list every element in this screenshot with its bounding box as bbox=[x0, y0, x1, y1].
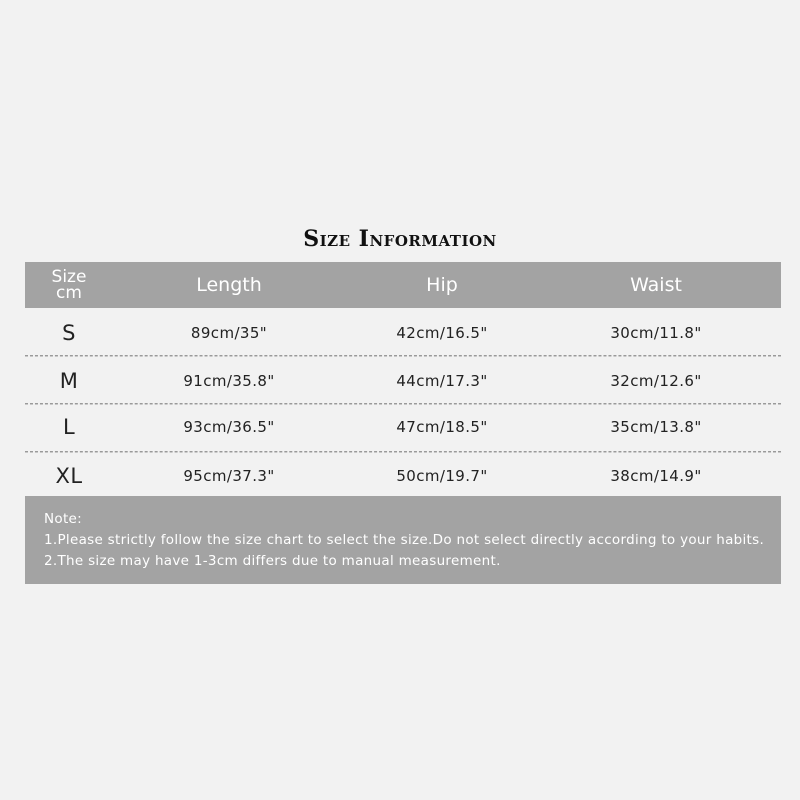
waist-column-header: Waist bbox=[630, 274, 682, 296]
table-row bbox=[25, 403, 781, 451]
hip-column-header: Hip bbox=[426, 274, 458, 296]
size-cell: S bbox=[62, 321, 76, 345]
hip-cell: 50cm/19.7" bbox=[396, 467, 488, 485]
note-line: 2.The size may have 1-3cm differs due to manual measurement. bbox=[44, 553, 501, 569]
waist-cell: 32cm/12.6" bbox=[610, 372, 702, 390]
size-cell: L bbox=[62, 415, 76, 439]
length-cell: 95cm/37.3" bbox=[183, 467, 275, 485]
size-header-label: Size bbox=[51, 267, 87, 287]
notes-box bbox=[25, 496, 781, 584]
hip-cell: 47cm/18.5" bbox=[396, 418, 488, 436]
size-cell: XL bbox=[55, 464, 83, 488]
waist-cell: 30cm/11.8" bbox=[610, 324, 702, 342]
length-cell: 89cm/35" bbox=[190, 324, 268, 342]
size-cell: M bbox=[59, 369, 79, 393]
waist-cell: 35cm/13.8" bbox=[610, 418, 702, 436]
size-column-header bbox=[39, 269, 99, 301]
notes-heading: Note: bbox=[44, 511, 83, 527]
length-column-header: Length bbox=[196, 274, 262, 296]
table-header bbox=[25, 262, 781, 308]
note-line: 1.Please strictly follow the size chart to select the size.Do not select directly according to your habits. bbox=[44, 532, 765, 548]
hip-cell: 44cm/17.3" bbox=[396, 372, 488, 390]
hip-cell: 42cm/16.5" bbox=[396, 324, 488, 342]
length-cell: 93cm/36.5" bbox=[183, 418, 275, 436]
waist-cell: 38cm/14.9" bbox=[610, 467, 702, 485]
table-row bbox=[25, 309, 781, 357]
table-row bbox=[25, 357, 781, 405]
length-cell: 91cm/35.8" bbox=[183, 372, 275, 390]
unit-header-label: cm bbox=[56, 283, 82, 303]
table-row bbox=[25, 452, 781, 500]
page-title: Size Information bbox=[303, 226, 497, 252]
